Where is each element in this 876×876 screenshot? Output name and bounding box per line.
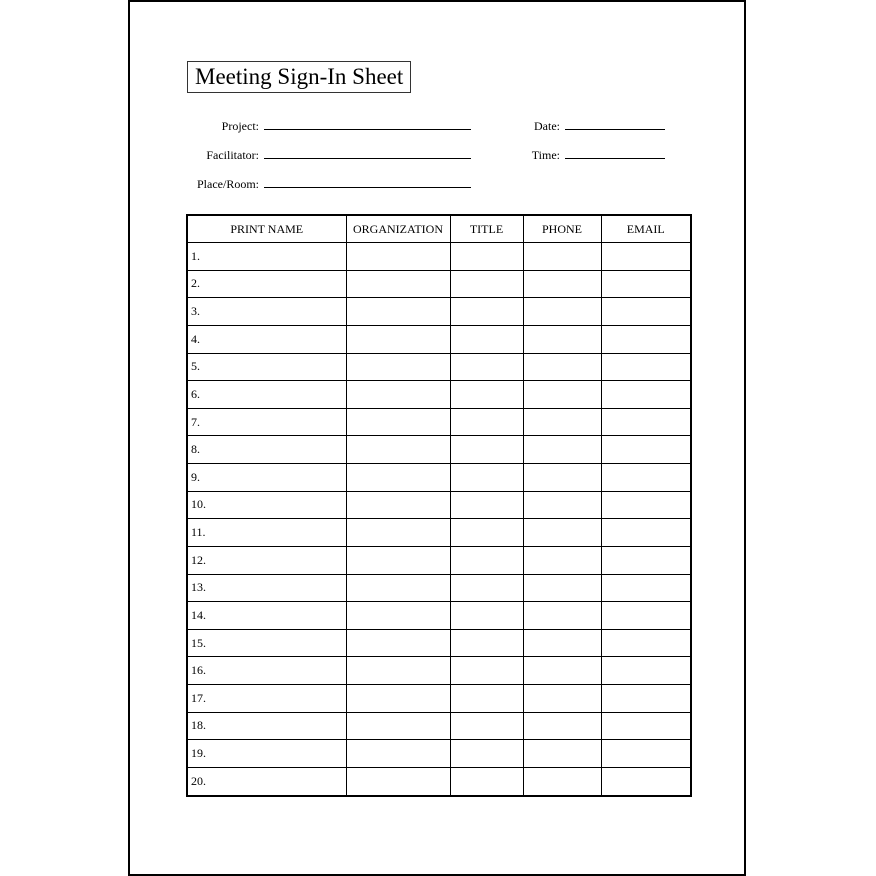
cell-organization[interactable] [346,546,450,574]
table-row [187,602,691,630]
project-field[interactable] [264,129,471,130]
cell-phone[interactable] [523,712,601,740]
cell-title[interactable] [450,325,523,353]
cell-organization[interactable] [346,574,450,602]
cell-email[interactable] [601,408,691,436]
table-row [187,298,691,326]
column-header-email: EMAIL [601,215,691,243]
cell-organization[interactable] [346,381,450,409]
table-row [187,243,691,271]
row-number: 20. [191,773,206,788]
cell-title[interactable] [450,740,523,768]
cell-email[interactable] [601,712,691,740]
date-label: Date: [534,119,560,133]
row-number: 1. [191,248,200,263]
cell-organization[interactable] [346,464,450,492]
cell-organization[interactable] [346,298,450,326]
cell-print-name[interactable] [187,464,346,492]
table-row [187,685,691,713]
cell-phone[interactable] [523,491,601,519]
cell-email[interactable] [601,381,691,409]
project-label: Project: [221,119,259,133]
cell-print-name[interactable] [187,767,346,796]
row-number: 4. [191,331,200,346]
cell-phone[interactable] [523,602,601,630]
row-number: 18. [191,718,206,733]
column-header-phone: PHONE [523,215,601,243]
cell-email[interactable] [601,491,691,519]
cell-email[interactable] [601,546,691,574]
row-number: 9. [191,469,200,484]
cell-title[interactable] [450,767,523,796]
cell-email[interactable] [601,298,691,326]
cell-email[interactable] [601,436,691,464]
cell-title[interactable] [450,574,523,602]
row-number: 16. [191,663,206,678]
table-row [187,353,691,381]
row-number: 13. [191,580,206,595]
table-row [187,491,691,519]
cell-print-name[interactable] [187,519,346,547]
column-header-title: TITLE [450,215,523,243]
time-label: Time: [531,148,560,162]
cell-email[interactable] [601,657,691,685]
cell-organization[interactable] [346,353,450,381]
cell-organization[interactable] [346,491,450,519]
table-row [187,436,691,464]
cell-phone[interactable] [523,685,601,713]
cell-organization[interactable] [346,243,450,271]
row-number: 11. [191,525,206,540]
table-row [187,546,691,574]
cell-phone[interactable] [523,381,601,409]
cell-print-name[interactable] [187,381,346,409]
table-row [187,740,691,768]
facilitator-label: Facilitator: [206,148,259,162]
table-row [187,767,691,796]
cell-phone[interactable] [523,436,601,464]
cell-organization[interactable] [346,767,450,796]
cell-organization[interactable] [346,629,450,657]
cell-title[interactable] [450,629,523,657]
place-room-field[interactable] [264,187,471,188]
cell-phone[interactable] [523,408,601,436]
row-number: 17. [191,690,206,705]
cell-title[interactable] [450,381,523,409]
row-number: 14. [191,607,206,622]
cell-organization[interactable] [346,519,450,547]
cell-title[interactable] [450,491,523,519]
sign-in-sheet-page [128,0,746,876]
cell-title[interactable] [450,298,523,326]
facilitator-field[interactable] [264,158,471,159]
row-number: 7. [191,414,200,429]
cell-email[interactable] [601,767,691,796]
cell-organization[interactable] [346,657,450,685]
cell-phone[interactable] [523,298,601,326]
cell-print-name[interactable] [187,629,346,657]
cell-organization[interactable] [346,712,450,740]
cell-title[interactable] [450,464,523,492]
cell-phone[interactable] [523,243,601,271]
cell-organization[interactable] [346,408,450,436]
row-number: 6. [191,386,200,401]
cell-organization[interactable] [346,685,450,713]
table-row [187,325,691,353]
cell-print-name[interactable] [187,712,346,740]
date-field[interactable] [565,129,665,130]
cell-print-name[interactable] [187,574,346,602]
table-row [187,657,691,685]
cell-print-name[interactable] [187,685,346,713]
cell-title[interactable] [450,270,523,298]
cell-print-name[interactable] [187,436,346,464]
cell-print-name[interactable] [187,325,346,353]
cell-phone[interactable] [523,657,601,685]
cell-phone[interactable] [523,740,601,768]
page-title: Meeting Sign-In Sheet [187,61,411,93]
cell-organization[interactable] [346,436,450,464]
cell-print-name[interactable] [187,353,346,381]
cell-print-name[interactable] [187,243,346,271]
cell-title[interactable] [450,657,523,685]
cell-email[interactable] [601,519,691,547]
cell-title[interactable] [450,353,523,381]
cell-print-name[interactable] [187,740,346,768]
cell-print-name[interactable] [187,408,346,436]
cell-email[interactable] [601,243,691,271]
row-number: 15. [191,635,206,650]
time-field[interactable] [565,158,665,159]
cell-phone[interactable] [523,325,601,353]
cell-organization[interactable] [346,740,450,768]
cell-title[interactable] [450,243,523,271]
cell-print-name[interactable] [187,491,346,519]
cell-email[interactable] [601,464,691,492]
column-header-organization: ORGANIZATION [346,215,450,243]
table-header-row [187,215,691,243]
cell-phone[interactable] [523,464,601,492]
cell-email[interactable] [601,602,691,630]
cell-title[interactable] [450,712,523,740]
table-row [187,408,691,436]
cell-email[interactable] [601,629,691,657]
cell-title[interactable] [450,546,523,574]
row-number: 3. [191,304,200,319]
cell-phone[interactable] [523,519,601,547]
cell-phone[interactable] [523,353,601,381]
row-number: 19. [191,746,206,761]
table-row [187,574,691,602]
cell-organization[interactable] [346,602,450,630]
cell-print-name[interactable] [187,602,346,630]
column-header-print-name: PRINT NAME [187,215,346,243]
table-row [187,464,691,492]
sign-in-table [186,214,692,797]
cell-phone[interactable] [523,270,601,298]
table-row [187,629,691,657]
cell-organization[interactable] [346,270,450,298]
cell-print-name[interactable] [187,298,346,326]
table-row [187,270,691,298]
table-row [187,712,691,740]
cell-email[interactable] [601,325,691,353]
cell-phone[interactable] [523,767,601,796]
table-row [187,519,691,547]
cell-title[interactable] [450,685,523,713]
cell-email[interactable] [601,574,691,602]
cell-title[interactable] [450,602,523,630]
row-number: 8. [191,442,200,457]
cell-email[interactable] [601,685,691,713]
row-number: 12. [191,552,206,567]
cell-print-name[interactable] [187,270,346,298]
row-number: 5. [191,359,200,374]
row-number: 10. [191,497,206,512]
table-row [187,381,691,409]
cell-title[interactable] [450,408,523,436]
cell-phone[interactable] [523,574,601,602]
cell-print-name[interactable] [187,546,346,574]
cell-title[interactable] [450,436,523,464]
place-room-label: Place/Room: [197,177,259,191]
cell-print-name[interactable] [187,657,346,685]
cell-phone[interactable] [523,629,601,657]
cell-organization[interactable] [346,325,450,353]
cell-email[interactable] [601,740,691,768]
cell-title[interactable] [450,519,523,547]
cell-phone[interactable] [523,546,601,574]
row-number: 2. [191,276,200,291]
cell-email[interactable] [601,353,691,381]
cell-email[interactable] [601,270,691,298]
